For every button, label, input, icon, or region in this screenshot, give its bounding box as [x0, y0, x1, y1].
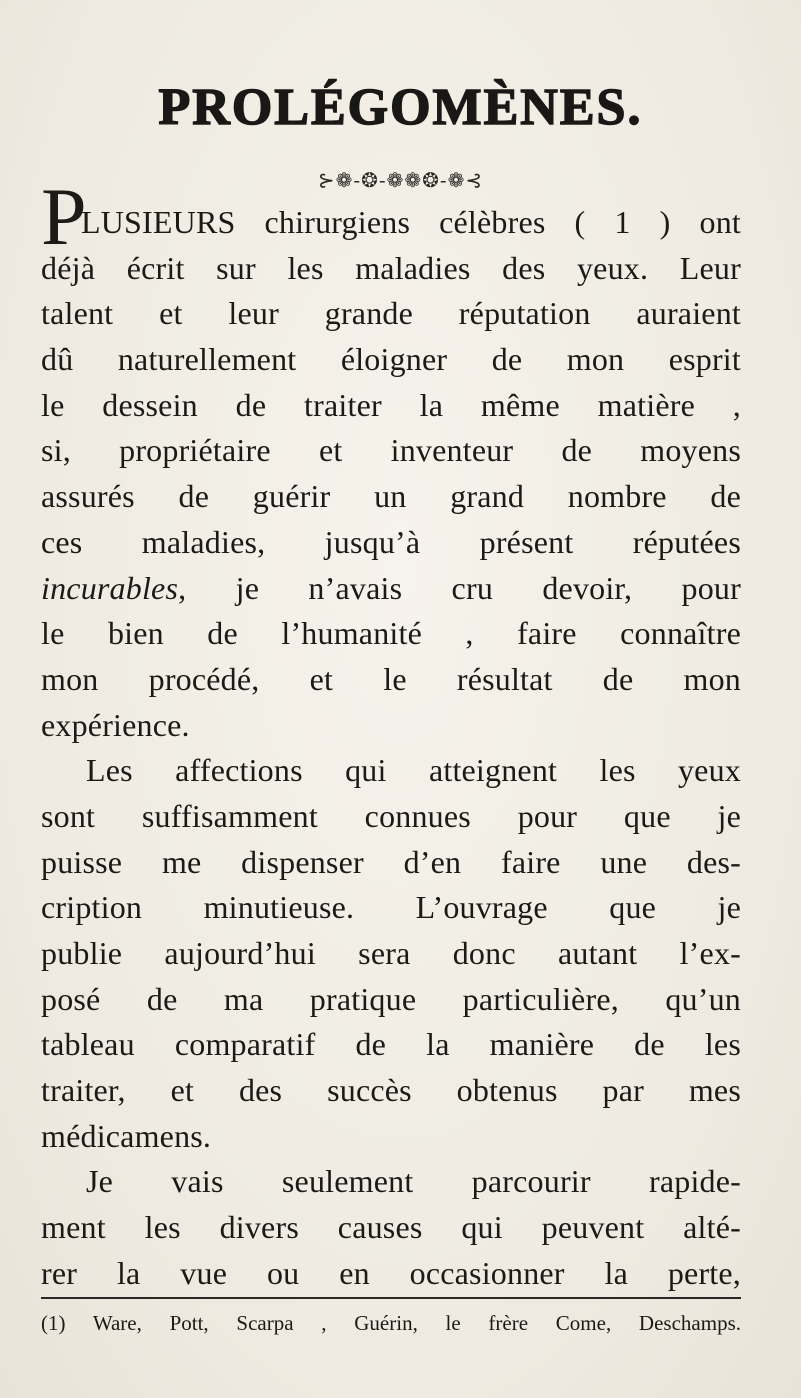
text-line-23: ment les divers causes qui peuvent alté- [41, 1209, 741, 1246]
text-line-17: publie aujourd’hui sera donc autant l’ex- [41, 935, 741, 971]
text-line-3: talent et leur grande réputation auraient [41, 295, 741, 332]
text-line-7: assurés de guérir un grand nombre de [41, 478, 741, 515]
text-line-6: si, propriétaire et inventeur de moyens [41, 432, 741, 469]
italic-word: incurables [41, 569, 179, 606]
footnote: (1) Ware, Pott, Scarpa , Guérin, le frère Come, Deschamps. [41, 1311, 741, 1335]
text-line-20: traiter, et des succès obtenus par mes [41, 1072, 741, 1109]
text-line-22: Je vais seulement parcourir rapide- [86, 1163, 741, 1200]
text-line-1-rest: chirurgiens célèbres ( 1 ) ont [235, 204, 741, 240]
text-line-16: cription minutieuse. L’ouvrage que je [41, 889, 741, 926]
text-line-8: ces maladies, jusqu’à présent réputées [41, 523, 741, 560]
text-line-10: le bien de l’humanité , faire connaître [41, 615, 741, 652]
text-line-5: le dessein de traiter la même matière , [41, 386, 741, 423]
text-line-1 [41, 171, 741, 262]
text-line-18: posé de ma pratique particulière, qu’un [41, 980, 741, 1017]
text-line-14: sont suffisamment connues pour que je [41, 797, 741, 834]
footnote-rule [41, 1297, 741, 1299]
ornament-divider: ⊱❁-❂-❁❁❂-❁⊰ [317, 168, 484, 192]
text-line-21: médicamens. [41, 1117, 212, 1154]
text-line-19: tableau comparatif de la manière de les [41, 1026, 741, 1063]
text-line-12: expérience. [41, 706, 190, 743]
small-caps-word: LUSIEURS [81, 204, 236, 240]
page-title: PROLÉGOMÈNES. [158, 79, 643, 136]
text-line-13: Les affections qui atteignent les yeux [86, 752, 741, 789]
text-line-15: puisse me dispenser d’en faire une des- [41, 843, 741, 880]
text-line-9-rest: , je n’avais cru devoir, pour [178, 569, 741, 606]
text-line-11: mon procédé, et le résultat de mon [41, 660, 741, 697]
text-line-9 [41, 566, 741, 612]
body-text [41, 171, 741, 1297]
drop-cap: P [41, 171, 87, 262]
text-line-2: déjà écrit sur les maladies des yeux. Leur [41, 249, 741, 286]
text-line-24: rer la vue ou en occasionner la perte, [41, 1254, 741, 1291]
text-line-4: dû naturellement éloigner de mon esprit [41, 341, 741, 378]
